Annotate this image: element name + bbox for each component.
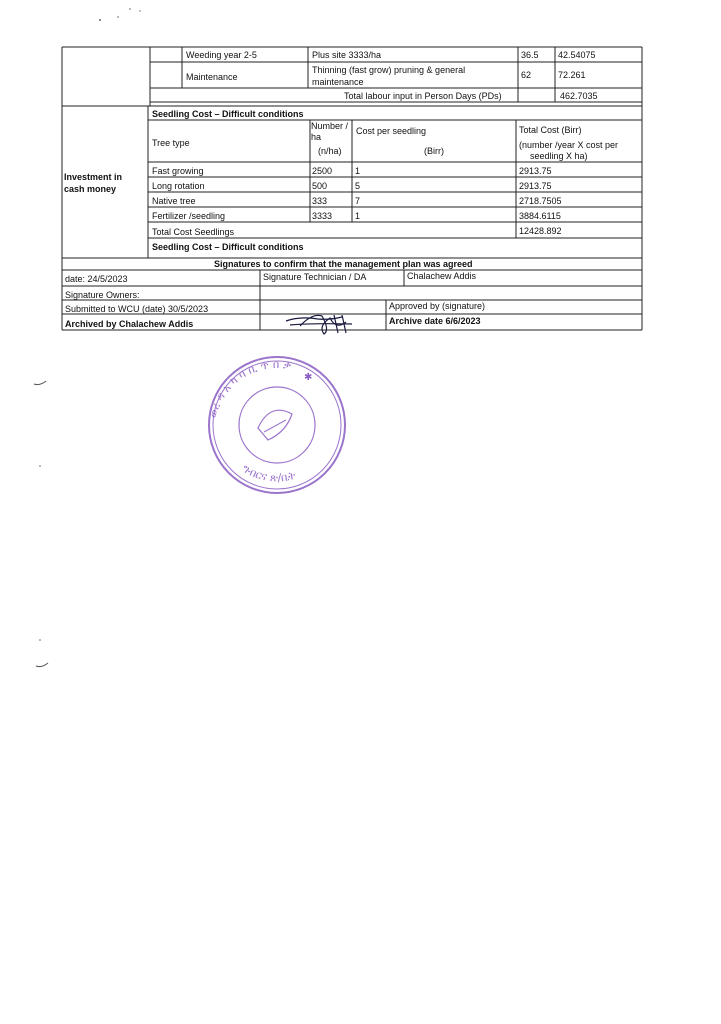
total-labour-value: 462.7035: [560, 91, 598, 101]
table-row-cost: 5: [355, 181, 361, 191]
table-row-type: Fast growing: [152, 166, 204, 176]
maintenance-label: Maintenance: [186, 72, 238, 82]
technician-name: Chalachew Addis: [407, 271, 477, 281]
table-row-type: Fertilizer /seedling: [152, 211, 226, 221]
seedling-section-title-2: Seedling Cost – Difficult conditions: [152, 242, 304, 252]
table-row-cost: 1: [355, 166, 361, 176]
investment-label-line1: Investment in: [64, 172, 123, 182]
archive-date: Archive date 6/6/2023: [389, 316, 481, 326]
weeding-cost: 42.54075: [558, 50, 596, 60]
owners-signature-label: Signature Owners:: [65, 290, 140, 300]
table-row-type: Long rotation: [152, 181, 205, 191]
total-seedlings-value: 12428.892: [519, 226, 562, 236]
table-row-total: 2718.7505: [519, 196, 562, 206]
col-header-number-line2: ha: [311, 132, 322, 142]
col-header-cost-line1: Cost per seedling: [356, 126, 427, 136]
weeding-label: Weeding year 2-5: [186, 50, 257, 60]
investment-label-line2: cash money: [64, 184, 117, 194]
table-row-number: 2500: [312, 166, 333, 176]
weeding-description: Plus site 3333/ha: [312, 50, 382, 60]
maintenance-cost: 72.261: [558, 70, 586, 80]
table-row-number: 500: [312, 181, 328, 191]
maintenance-description-line2: maintenance: [312, 77, 364, 87]
col-header-total-line1: Total Cost (Birr): [519, 125, 582, 135]
col-header-cost-line2: (Birr): [424, 146, 444, 156]
total-labour-label: Total labour input in Person Days (PDs): [344, 91, 502, 101]
table-row-cost: 1: [355, 211, 361, 221]
col-header-number-line3: (n/ha): [318, 146, 342, 156]
seedling-section-title: Seedling Cost – Difficult conditions: [152, 109, 304, 119]
maintenance-description-line1: Thinning (fast grow) pruning & general: [312, 65, 466, 75]
weeding-person-days: 36.5: [521, 50, 539, 60]
table-row-total: 3884.6115: [519, 211, 561, 221]
technician-signature-label: Signature Technician / DA: [263, 272, 367, 282]
table-row-number: 3333: [312, 211, 333, 221]
signatures-heading: Signatures to confirm that the management plan was agreed: [214, 259, 473, 269]
stamp-top-text: ወረ ዳ አ ካ ባ ቢ ጥ በ ቃ: [206, 357, 293, 420]
maintenance-person-days: 62: [521, 70, 532, 80]
col-header-total-line3: seedling X ha): [530, 151, 588, 161]
table-row-total: 2913.75: [519, 181, 552, 191]
total-seedlings-label: Total Cost Seedlings: [152, 227, 235, 237]
col-header-total-line2: (number /year X cost per: [519, 140, 619, 150]
col-header-number-line1: Number /: [311, 121, 349, 131]
table-row-total: 2913.75: [519, 166, 552, 176]
submitted-date: Submitted to WCU (date) 30/5/2023: [65, 304, 209, 314]
archived-by: Archived by Chalachew Addis: [65, 319, 194, 329]
agreement-date: date: 24/5/2023: [65, 274, 128, 284]
stamp-star-icon: ✱: [304, 372, 313, 383]
table-row-cost: 7: [355, 196, 361, 206]
col-header-tree-type: Tree type: [152, 138, 190, 148]
approved-by-label: Approved by (signature): [389, 301, 486, 311]
stamp-bottom-text: ግብርና ጽ/ቤት: [239, 461, 298, 485]
table-row-number: 333: [312, 196, 328, 206]
table-row-type: Native tree: [152, 196, 196, 206]
